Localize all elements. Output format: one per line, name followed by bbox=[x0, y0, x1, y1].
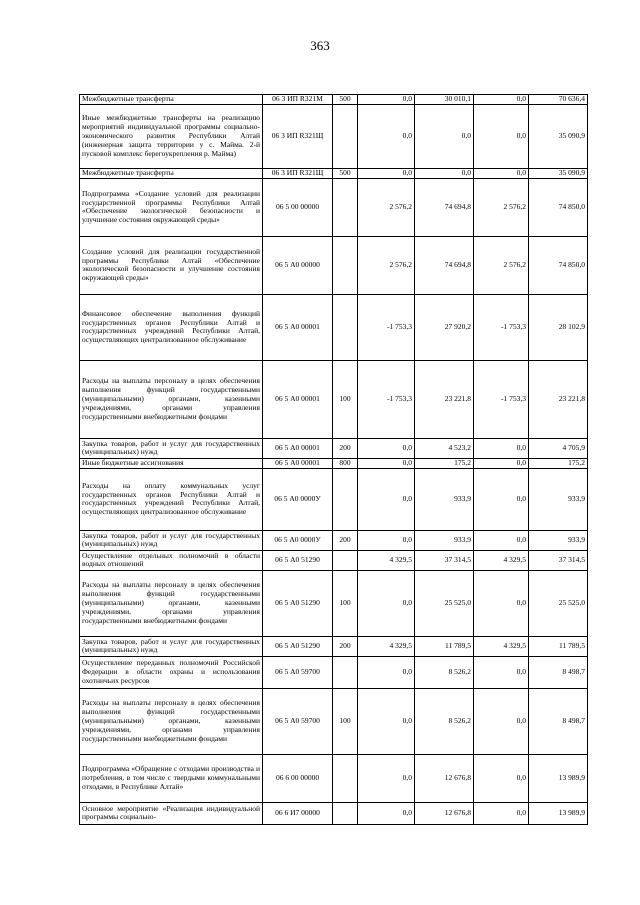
cell-value-3: 0,0 bbox=[474, 570, 529, 636]
table-row bbox=[80, 294, 588, 360]
cell-name: Подпрограмма «Обращение с отходами производства и потребления, в том числе с твердыми коммунальными отходами, в Республике Алтай» bbox=[80, 754, 263, 802]
cell-vr: 800 bbox=[333, 458, 358, 468]
cell-value-3: 0,0 bbox=[474, 688, 529, 754]
cell-value-2: 27 920,2 bbox=[415, 294, 474, 360]
table-row bbox=[80, 178, 588, 236]
cell-name: Осуществление переданных полномочий Российской Федерации в области охраны и использования охотничьих ресурсов bbox=[80, 656, 263, 688]
cell-value-4: 13 989,9 bbox=[529, 754, 588, 802]
cell-value-4: 25 525,0 bbox=[529, 570, 588, 636]
cell-name: Основное мероприятие «Реализация индивидуальной программы социально- bbox=[80, 802, 263, 824]
cell-value-4: 933,9 bbox=[529, 468, 588, 530]
cell-value-1: 0,0 bbox=[358, 530, 415, 550]
cell-code: 06 3 ИП R321М bbox=[263, 95, 333, 105]
cell-value-4: 74 850,0 bbox=[529, 178, 588, 236]
cell-value-1: -1 753,3 bbox=[358, 360, 415, 438]
cell-value-2: 175,2 bbox=[415, 458, 474, 468]
cell-code: 06 5 А0 0000У bbox=[263, 468, 333, 530]
cell-value-4: 74 850,0 bbox=[529, 236, 588, 294]
cell-value-1: 0,0 bbox=[358, 168, 415, 178]
table-row bbox=[80, 570, 588, 636]
cell-vr bbox=[333, 550, 358, 570]
cell-value-4: 35 090,9 bbox=[529, 168, 588, 178]
cell-vr bbox=[333, 656, 358, 688]
cell-vr: 500 bbox=[333, 168, 358, 178]
cell-value-1: 2 576,2 bbox=[358, 236, 415, 294]
cell-name: Межбюджетные трансферты bbox=[80, 95, 263, 105]
table-row bbox=[80, 468, 588, 530]
cell-value-2: 11 789,5 bbox=[415, 636, 474, 656]
cell-code: 06 5 00 00000 bbox=[263, 178, 333, 236]
cell-value-2: 0,0 bbox=[415, 104, 474, 168]
table-row bbox=[80, 438, 588, 458]
cell-code: 06 5 А0 51290 bbox=[263, 570, 333, 636]
cell-value-1: 0,0 bbox=[358, 104, 415, 168]
cell-value-2: 933,9 bbox=[415, 530, 474, 550]
cell-value-3: 0,0 bbox=[474, 438, 529, 458]
cell-value-4: 8 498,7 bbox=[529, 656, 588, 688]
cell-code: 06 3 ИП R321Щ bbox=[263, 168, 333, 178]
cell-value-3: 0,0 bbox=[474, 95, 529, 105]
cell-name: Подпрограмма «Создание условий для реализации государственной программы Республики Алтай «Обеспечение экологической безопасности и улучшение состояния окружающей среды» bbox=[80, 178, 263, 236]
cell-code: 06 5 А0 00001 bbox=[263, 360, 333, 438]
table-row bbox=[80, 458, 588, 468]
cell-vr bbox=[333, 178, 358, 236]
cell-value-3: 0,0 bbox=[474, 468, 529, 530]
cell-value-1: 0,0 bbox=[358, 688, 415, 754]
cell-vr: 200 bbox=[333, 530, 358, 550]
cell-name: Расходы на выплаты персоналу в целях обеспечения выполнения функций государственными (муниципальными) органами, казенными учреждениями, органами управления государственными внебюджетными фондами bbox=[80, 360, 263, 438]
cell-vr: 100 bbox=[333, 570, 358, 636]
cell-value-4: 175,2 bbox=[529, 458, 588, 468]
table-row bbox=[80, 168, 588, 178]
table-row bbox=[80, 236, 588, 294]
cell-value-4: 13 989,9 bbox=[529, 802, 588, 824]
cell-code: 06 5 А0 00001 bbox=[263, 294, 333, 360]
cell-value-2: 23 221,8 bbox=[415, 360, 474, 438]
cell-value-3: 2 576,2 bbox=[474, 236, 529, 294]
cell-value-2: 0,0 bbox=[415, 168, 474, 178]
cell-value-3: 0,0 bbox=[474, 754, 529, 802]
cell-value-4: 11 789,5 bbox=[529, 636, 588, 656]
cell-value-1: 0,0 bbox=[358, 438, 415, 458]
cell-value-3: 0,0 bbox=[474, 530, 529, 550]
cell-code: 06 6 00 00000 bbox=[263, 754, 333, 802]
cell-value-1: 0,0 bbox=[358, 468, 415, 530]
cell-value-3: 0,0 bbox=[474, 168, 529, 178]
cell-name: Закупка товаров, работ и услуг для государственных (муниципальных) нужд bbox=[80, 530, 263, 550]
cell-code: 06 5 А0 00000 bbox=[263, 236, 333, 294]
cell-value-1: 4 329,5 bbox=[358, 636, 415, 656]
cell-value-3: -1 753,3 bbox=[474, 294, 529, 360]
budget-table bbox=[79, 94, 588, 825]
cell-code: 06 3 ИП R321Щ bbox=[263, 104, 333, 168]
cell-vr: 100 bbox=[333, 360, 358, 438]
cell-value-3: 4 329,5 bbox=[474, 636, 529, 656]
cell-value-2: 933,9 bbox=[415, 468, 474, 530]
cell-value-1: -1 753,3 bbox=[358, 294, 415, 360]
budget-table-body bbox=[80, 95, 588, 825]
table-row bbox=[80, 95, 588, 105]
cell-vr bbox=[333, 294, 358, 360]
cell-value-1: 0,0 bbox=[358, 754, 415, 802]
cell-value-2: 74 694,8 bbox=[415, 178, 474, 236]
cell-vr bbox=[333, 802, 358, 824]
cell-code: 06 5 А0 59700 bbox=[263, 688, 333, 754]
cell-value-4: 933,9 bbox=[529, 530, 588, 550]
table-row bbox=[80, 754, 588, 802]
cell-value-2: 8 526,2 bbox=[415, 656, 474, 688]
cell-name: Иные межбюджетные трансферты на реализацию мероприятий индивидуальной программы социально-экономического развития Республики Алтай (инженерная защита территории у с. Майма. 2-й пусковой комплекс берегоукрепления р. Майма) bbox=[80, 104, 263, 168]
cell-name: Иные бюджетные ассигнования bbox=[80, 458, 263, 468]
cell-value-2: 25 525,0 bbox=[415, 570, 474, 636]
table-row bbox=[80, 360, 588, 438]
cell-name: Расходы на оплату коммунальных услуг государственных органов Республики Алтай и государственных учреждений Республики Алтай, осуществляющих централизованное обслуживание bbox=[80, 468, 263, 530]
cell-vr: 500 bbox=[333, 95, 358, 105]
cell-value-2: 12 676,8 bbox=[415, 754, 474, 802]
cell-name: Расходы на выплаты персоналу в целях обеспечения выполнения функций государственными (муниципальными) органами, казенными учреждениями, органами управления государственными внебюджетными фондами bbox=[80, 570, 263, 636]
cell-name: Создание условий для реализации государственной программы Республики Алтай «Обеспечение экологической безопасности и улучшение состояния окружающей среды» bbox=[80, 236, 263, 294]
cell-code: 06 5 А0 0000У bbox=[263, 530, 333, 550]
cell-value-3: 0,0 bbox=[474, 656, 529, 688]
page-number: 363 bbox=[310, 38, 330, 53]
cell-code: 06 5 А0 59700 bbox=[263, 656, 333, 688]
table-row bbox=[80, 802, 588, 824]
cell-value-4: 28 102,9 bbox=[529, 294, 588, 360]
cell-value-2: 37 314,5 bbox=[415, 550, 474, 570]
cell-value-3: 0,0 bbox=[474, 802, 529, 824]
cell-value-2: 30 010,1 bbox=[415, 95, 474, 105]
cell-value-4: 8 498,7 bbox=[529, 688, 588, 754]
cell-value-2: 12 676,8 bbox=[415, 802, 474, 824]
cell-name: Межбюджетные трансферты bbox=[80, 168, 263, 178]
cell-value-1: 2 576,2 bbox=[358, 178, 415, 236]
cell-code: 06 5 А0 51290 bbox=[263, 550, 333, 570]
cell-value-2: 8 526,2 bbox=[415, 688, 474, 754]
cell-code: 06 5 А0 00001 bbox=[263, 438, 333, 458]
cell-name: Финансовое обеспечение выполнения функций государственных органов Республики Алтай и государственных учреждений Республики Алтай, осуществляющих централизованное обслуживание bbox=[80, 294, 263, 360]
cell-value-1: 4 329,5 bbox=[358, 550, 415, 570]
cell-vr: 200 bbox=[333, 438, 358, 458]
table-row bbox=[80, 636, 588, 656]
cell-value-2: 74 694,8 bbox=[415, 236, 474, 294]
cell-code: 06 6 И7 00000 bbox=[263, 802, 333, 824]
cell-value-4: 35 090,9 bbox=[529, 104, 588, 168]
cell-value-1: 0,0 bbox=[358, 656, 415, 688]
cell-vr bbox=[333, 754, 358, 802]
cell-vr bbox=[333, 236, 358, 294]
table-row bbox=[80, 530, 588, 550]
table-row bbox=[80, 688, 588, 754]
table-row bbox=[80, 104, 588, 168]
cell-vr: 100 bbox=[333, 688, 358, 754]
cell-name: Расходы на выплаты персоналу в целях обеспечения выполнения функций государственными (муниципальными) органами, казенными учреждениями, органами управления государственными внебюджетными фондами bbox=[80, 688, 263, 754]
cell-vr bbox=[333, 468, 358, 530]
cell-value-4: 4 705,9 bbox=[529, 438, 588, 458]
cell-value-3: 2 576,2 bbox=[474, 178, 529, 236]
cell-value-3: 4 329,5 bbox=[474, 550, 529, 570]
cell-value-1: 0,0 bbox=[358, 95, 415, 105]
cell-value-4: 23 221,8 bbox=[529, 360, 588, 438]
table-row bbox=[80, 656, 588, 688]
cell-name: Закупка товаров, работ и услуг для государственных (муниципальных) нужд bbox=[80, 438, 263, 458]
cell-vr: 200 bbox=[333, 636, 358, 656]
cell-value-4: 37 314,5 bbox=[529, 550, 588, 570]
cell-code: 06 5 А0 51290 bbox=[263, 636, 333, 656]
cell-value-2: 4 523,2 bbox=[415, 438, 474, 458]
cell-value-1: 0,0 bbox=[358, 570, 415, 636]
cell-value-1: 0,0 bbox=[358, 802, 415, 824]
cell-value-3: -1 753,3 bbox=[474, 360, 529, 438]
cell-value-1: 0,0 bbox=[358, 458, 415, 468]
cell-code: 06 5 А0 00001 bbox=[263, 458, 333, 468]
cell-value-4: 70 636,4 bbox=[529, 95, 588, 105]
table-row bbox=[80, 550, 588, 570]
cell-name: Осуществление отдельных полномочий в области водных отношений bbox=[80, 550, 263, 570]
cell-vr bbox=[333, 104, 358, 168]
cell-value-3: 0,0 bbox=[474, 104, 529, 168]
cell-name: Закупка товаров, работ и услуг для государственных (муниципальных) нужд bbox=[80, 636, 263, 656]
cell-value-3: 0,0 bbox=[474, 458, 529, 468]
